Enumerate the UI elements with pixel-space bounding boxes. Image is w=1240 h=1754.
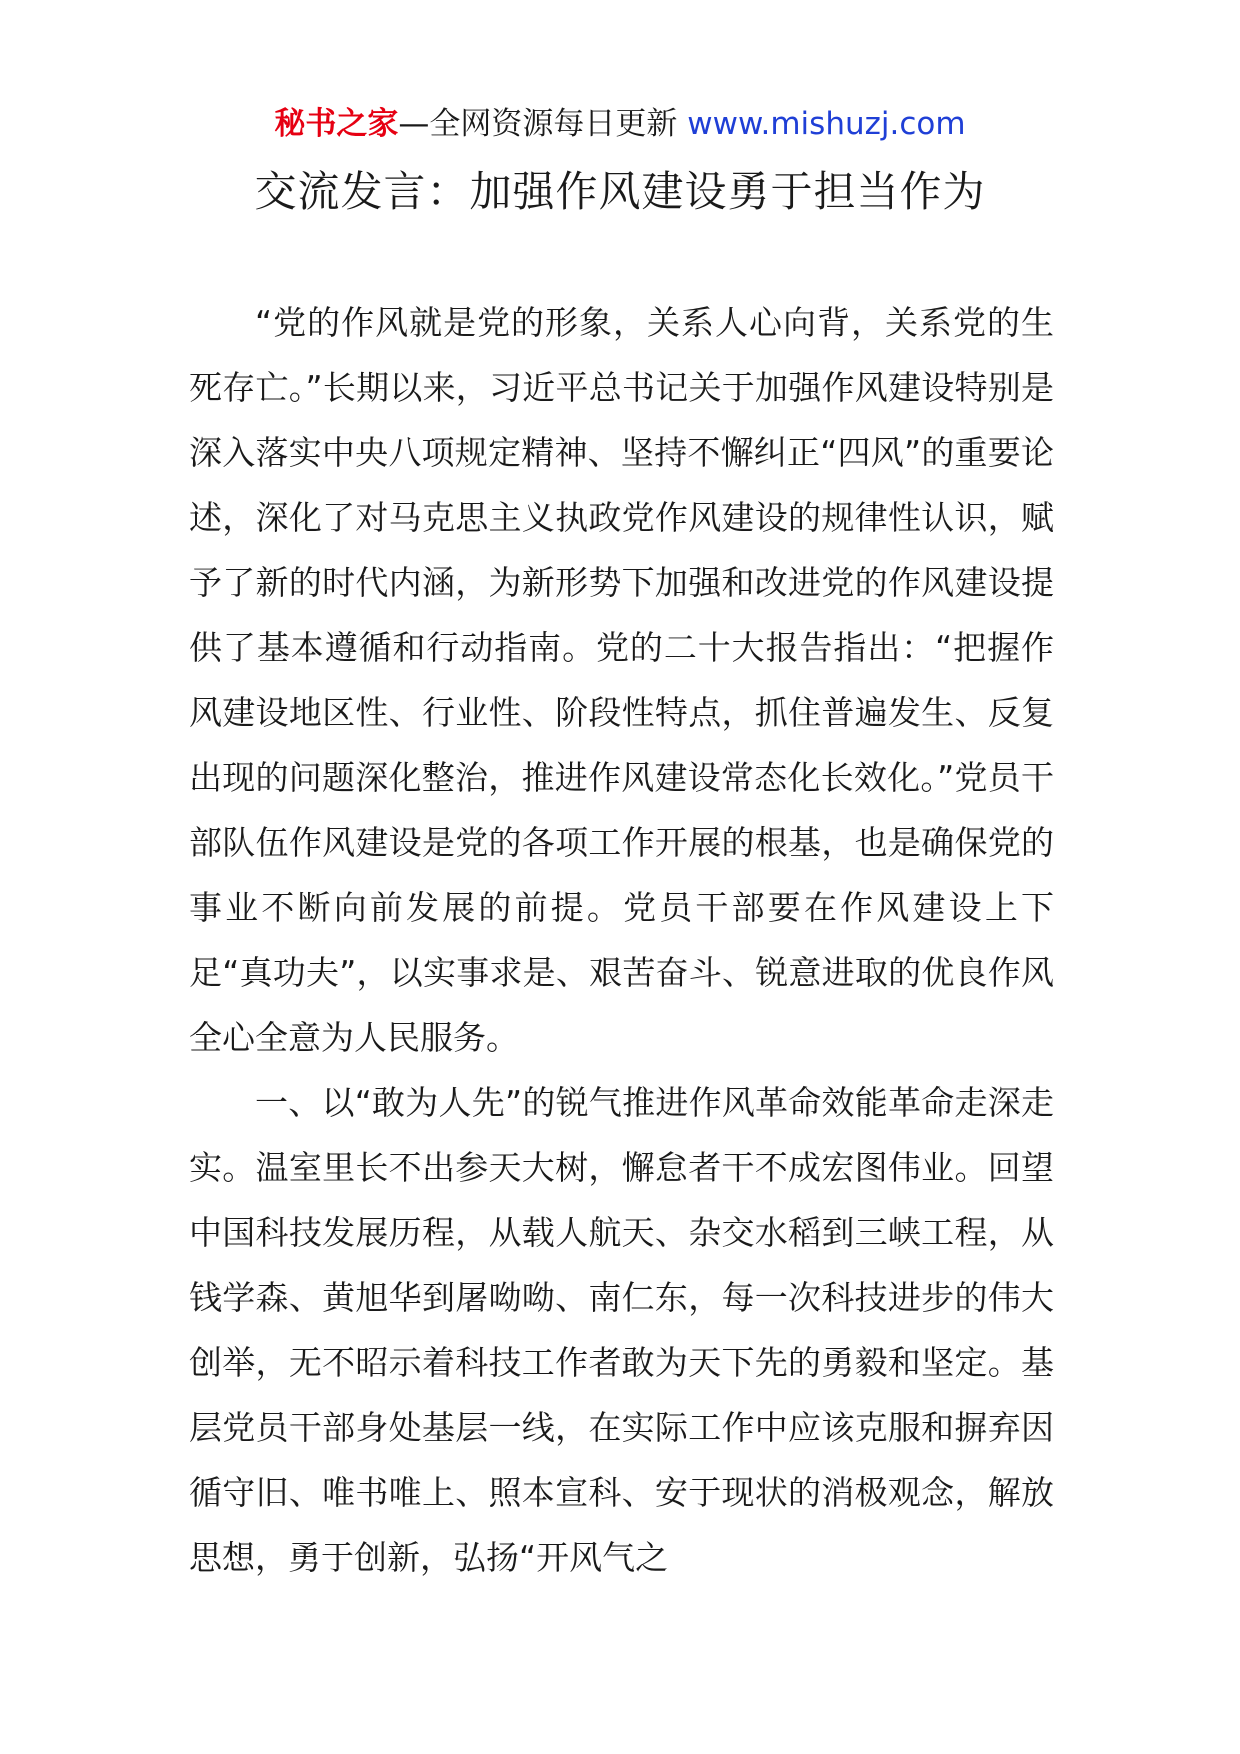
document-title: 交流发言：加强作风建设勇于担当作为 xyxy=(254,167,986,216)
brand-name: 秘书之家 xyxy=(274,106,399,142)
site-url-link[interactable]: www.mishuzj.com xyxy=(687,106,966,142)
page-header xyxy=(0,104,1240,144)
paragraph-intro: “党的作风就是党的形象，关系人心向背，关系党的生死存亡。”长期以来，习近平总书记关于加强作风建设特别是深入落实中央八项规定精神、坚持不懈纠正“四风”的重要论述，深化了对马克思主义执政党作风建设的规律性认识，赋予了新的时代内涵，为新形势下加强和改进党的作风建设提供了基本遵循和行动指南。党的二十大报告指出：“把握作风建设地区性、行业性、阶段性特点，抓住普遍发生、反复出现的问题深化整治，推进作风建设常态化长效化。”党员干部队伍作风建设是党的各项工作开展的根基，也是确保党的事业不断向前发展的前提。党员干部要在作风建设上下足“真功夫”，以实事求是、艰苦奋斗、锐意进取的优良作风全心全意为人民服务。 xyxy=(189,303,1054,1057)
paragraph-section-one: 一、以“敢为人先”的锐气推进作风革命效能革命走深走实。温室里长不出参天大树，懈怠者干不成宏图伟业。回望中国科技发展历程，从载人航天、杂交水稻到三峡工程，从钱学森、黄旭华到屠呦呦、南仁东，每一次科技进步的伟大创举，无不昭示着科技工作者敢为天下先的勇毅和坚定。基层党员干部身处基层一线，在实际工作中应该克服和摒弃因循守旧、唯书唯上、照本宣科、安于现状的消极观念，解放思想，勇于创新，弘扬“开风气之 xyxy=(189,1083,1054,1577)
header-tagline: —全网资源每日更新 xyxy=(398,106,678,142)
document-body xyxy=(189,290,1054,1590)
